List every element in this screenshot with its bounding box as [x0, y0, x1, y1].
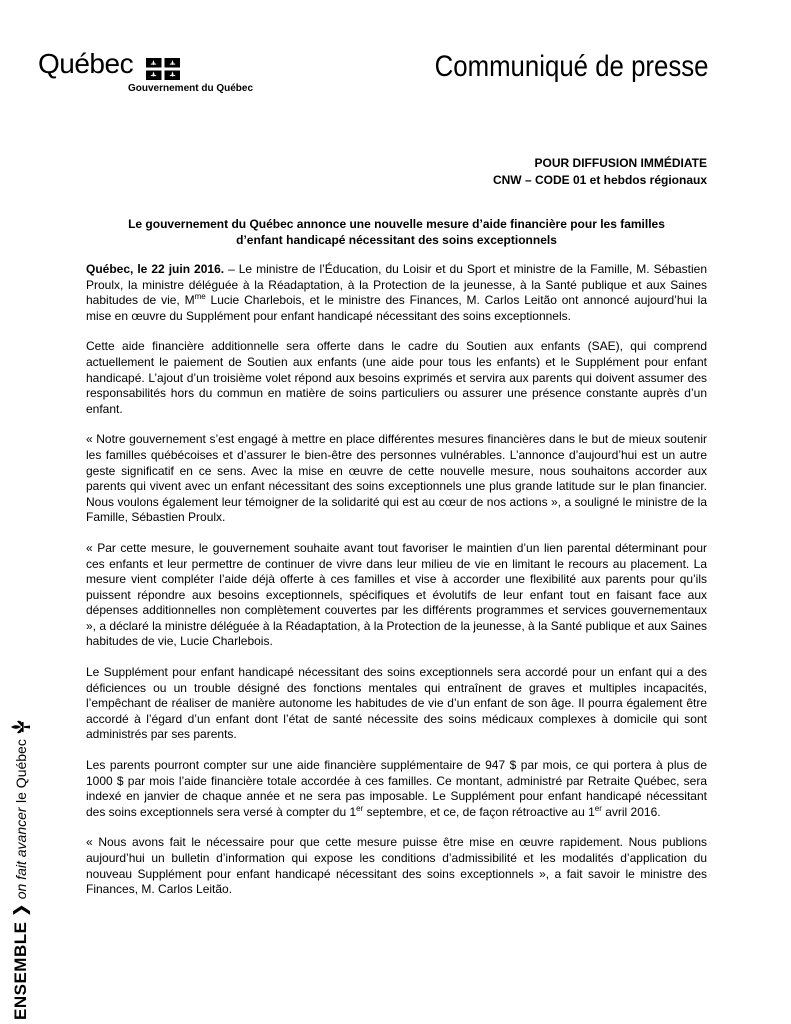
dateline: Québec, le 22 juin 2016. — [86, 262, 225, 276]
fleur-de-lis-flag-icon — [146, 58, 180, 80]
document-title: Communiqué de presse — [435, 50, 709, 83]
page-header — [0, 0, 791, 110]
superscript-er-1: er — [356, 803, 364, 813]
paragraph-6-text-c: avril 2016. — [601, 804, 661, 819]
paragraph-1-text-a: – Le ministre de l’Éducation, du Loisir et du Sport et ministre de la Famille, M. Sébastien Proulx, la ministre déléguée à la Réadaptation, à la Protection de la jeunesse, à la Santé publique et aux Saines habitudes de vie, M — [86, 262, 707, 308]
quebec-logo — [38, 50, 133, 78]
press-body — [86, 262, 707, 913]
ensemble-slogan — [10, 719, 32, 1020]
fleur-de-lis-icon — [10, 719, 32, 735]
paragraph-1 — [86, 262, 707, 324]
slogan-on-fait-avancer: on fait avancer — [13, 807, 29, 900]
government-subtitle: Gouvernement du Québec — [128, 83, 254, 94]
logo-wordmark: Québec — [38, 48, 134, 79]
headline-line-2: d’enfant handicapé nécessitant des soins exceptionnels — [236, 233, 557, 247]
paragraph-1-text-b: Lucie Charlebois, et le ministre des Finances, M. Carlos Leitão ont annoncé aujourd’hui la mise en œuvre du Supplément pour enfant handicapé nécessitant des soins exceptionnels. — [86, 293, 708, 323]
paragraph-3: « Notre gouvernement s’est engagé à mettre en place différentes mesures financières dans le but de mieux soutenir les familles québécoises et d’assurer le bien-être des personnes vulnérables. L’annonce d’aujourd’hui est un autre geste significatif en ce sens. Avec la mise en œuvre de cette nouvelle mesure, nous souhaitons accorder aux parents qui vivent avec un enfant nécessitant des soins exceptionnels une plus grande latitude sur le plan financier. Nous voulons également leur témoigner de la solidarité qui est au cœur de nos actions », a souligné le ministre de la Famille, Sébastien Proulx. — [86, 432, 707, 525]
release-info — [493, 155, 707, 189]
paragraph-6-text-b: septembre, et ce, de façon rétroactive au 1 — [363, 804, 595, 819]
press-headline — [86, 216, 707, 248]
slogan-arrow-icon: ❯ — [11, 903, 30, 918]
release-immediate: POUR DIFFUSION IMMÉDIATE — [534, 156, 707, 170]
superscript-me: me — [194, 292, 206, 302]
headline-line-1: Le gouvernement du Québec annonce une nouvelle mesure d’aide financière pour les familles — [128, 217, 665, 231]
paragraph-7: « Nous avons fait le nécessaire pour que cette mesure puisse être mise en œuvre rapidement. Nous publions aujourd’hui un bulletin d’information qui expose les conditions d’admissibilité et les modalités d’application du nouveau Supplément pour enfant handicapé nécessitant des soins exceptionnels », a fait savoir le ministre des Finances, M. Carlos Leitão. — [86, 835, 707, 897]
paragraph-2: Cette aide financière additionnelle sera offerte dans le cadre du Soutien aux enfants (SAE), qui comprend actuellement le paiement de Soutien aux enfants (une aide pour tous les enfants) et le Supplément pour enfant handicapé. L’ajout d’un troisième volet répond aux besoins exprimés et servira aux parents qui doivent assumer des responsabilités hors du commun en matière de soins particuliers ou assurer une présence constante auprès d’un enfant. — [86, 339, 707, 416]
paragraph-4: « Par cette mesure, le gouvernement souhaite avant tout favoriser le maintien d’un lien parental déterminant pour ces enfants et leur permettre de continuer de vivre dans leur milieu de vie en limitant le recours au placement. La mesure vient compléter l’aide déjà offerte à ces familles et vise à accorder une flexibilité aux parents pour qu’ils puissent répondre aux besoins exceptionnels, spécifiques et évolutifs de leur enfant tout en faisant face aux dépenses additionnelles non complètement couvertes par les différents programmes et services gouvernementaux », a déclaré la ministre déléguée à la Réadaptation, à la Protection de la jeunesse, à la Santé publique et aux Saines habitudes de vie, Lucie Charlebois. — [86, 540, 707, 649]
paragraph-5: Le Supplément pour enfant handicapé nécessitant des soins exceptionnels sera accordé pour un enfant qui a des déficiences ou un trouble désigné des fonctions mentales qui entraînent de graves et multiples incapacités, l’empêchant de réaliser de manière autonome les habitudes de vie d’un enfant de son âge. Il pourra également être accordé à l’égard d’un enfant dont l’état de santé nécessite des soins médicaux complexes à domicile qui sont administrés par ses parents. — [86, 665, 707, 742]
paragraph-6 — [86, 758, 707, 820]
slogan-le-quebec: le Québec — [13, 739, 29, 803]
slogan-ensemble: ENSEMBLE — [11, 921, 30, 1020]
release-code: CNW – CODE 01 et hebdos régionaux — [492, 173, 707, 187]
paragraph-6-text-a: Les parents pourront compter sur une aide financière supplémentaire de 947 $ par mois, ce qui portera à plus de 1000 $ par mois l’aide financière totale accordée à ces familles. Ce montant, administré par Retraite Québec, sera indexé en janvier de chaque année et ne sera pas imposable. Le Supplément pour enfant handicapé nécessitant des soins exceptionnels sera versé à compter du 1 — [86, 758, 707, 819]
superscript-er-2: er — [594, 803, 602, 813]
